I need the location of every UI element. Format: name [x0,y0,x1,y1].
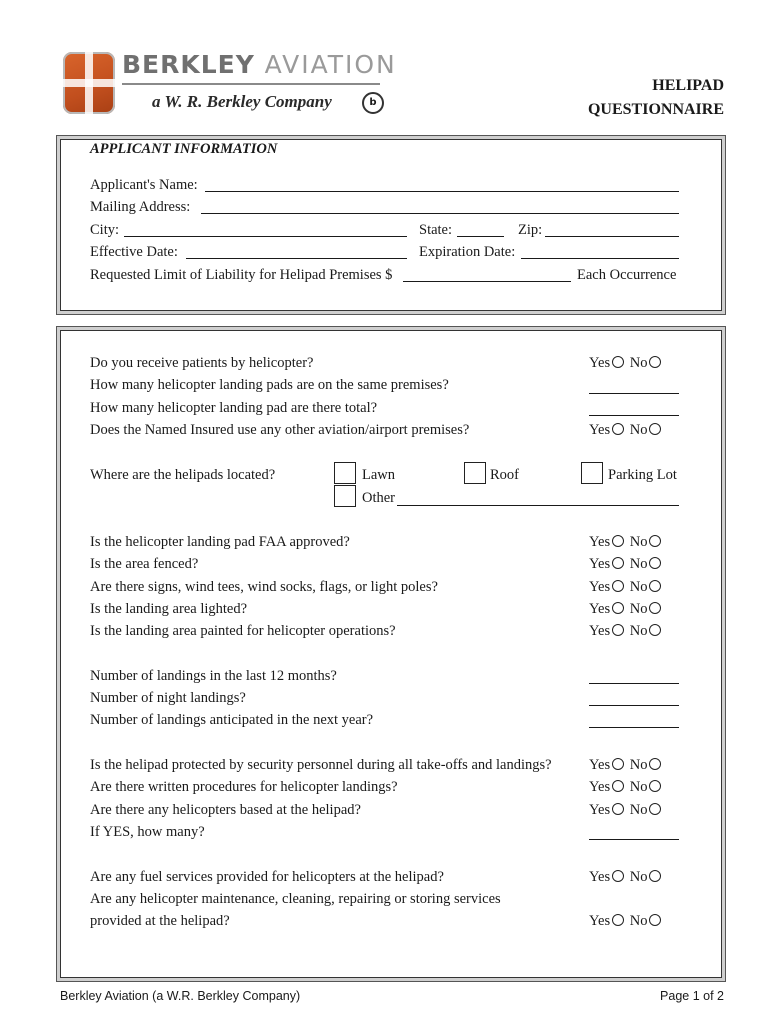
question-maintenance-services: Are any helicopter maintenance, cleaning, repairing or storing services [90,891,501,907]
question-helipad-location: Where are the helipads located? [90,467,276,483]
state-label: State: [419,222,453,238]
question-landings-12-months: Number of landings in the last 12 months? [90,668,337,684]
document-title-line2: QUESTIONNAIRE [587,101,724,118]
yes-radio[interactable] [612,535,624,547]
company-logo-mark [63,52,115,114]
question-pads-same-premises: How many helicopter landing pads are on the same premises? [90,377,449,393]
no-radio[interactable] [649,423,661,435]
section-title: APPLICANT INFORMATION [90,141,278,157]
yes-radio[interactable] [612,803,624,815]
yes-radio[interactable] [612,870,624,882]
question-other-premises: Does the Named Insured use any other aviation/airport premises? [90,422,470,438]
no-radio[interactable] [649,624,661,636]
no-radio[interactable] [649,602,661,614]
city-field[interactable] [124,236,407,237]
no-radio[interactable] [649,535,661,547]
yes-no-other-premises: Yes No [589,422,663,439]
question-security-personnel: Is the helipad protected by security personnel during all take-offs and landings? [90,757,552,773]
pads-same-premises-field[interactable] [589,393,679,394]
yes-no-area-painted: Yes No [589,623,663,640]
question-helicopters-based: Are there any helicopters based at the helipad? [90,802,361,818]
question-how-many: If YES, how many? [90,824,205,840]
liability-limit-field[interactable] [403,281,571,282]
no-radio[interactable] [649,870,661,882]
yes-radio[interactable] [612,602,624,614]
landings-next-year-field[interactable] [589,727,679,728]
other-location-field[interactable] [397,505,679,506]
company-tagline: a W. R. Berkley Company [152,92,332,111]
question-fuel-services: Are any fuel services provided for helicopters at the helipad? [90,869,444,885]
yes-radio[interactable] [612,356,624,368]
yes-no-signs-poles: Yes No [589,579,663,596]
city-label: City: [90,222,120,238]
pads-total-field[interactable] [589,415,679,416]
landings-12-months-field[interactable] [589,683,679,684]
footer-company: Berkley Aviation (a W.R. Berkley Company) [60,989,301,1003]
roof-label: Roof [490,467,519,483]
applicant-name-field[interactable] [205,191,679,192]
lawn-checkbox[interactable] [334,462,356,484]
yes-radio[interactable] [612,758,624,770]
yes-radio[interactable] [612,423,624,435]
yes-no-fuel-services: Yes No [589,869,663,886]
yes-no-receive-patients: Yes No [589,355,663,372]
question-night-landings: Number of night landings? [90,690,246,706]
expiration-date-label: Expiration Date: [419,244,516,260]
effective-date-label: Effective Date: [90,244,178,260]
company-logo-name: BERKLEY AVIATION [122,50,397,79]
applicant-information-section [60,139,722,311]
lawn-label: Lawn [362,467,396,483]
parking-lot-label: Parking Lot [608,467,677,483]
yes-no-helicopters-based: Yes No [589,802,663,819]
yes-no-security-personnel: Yes No [589,757,663,774]
parking-lot-checkbox[interactable] [581,462,603,484]
roof-checkbox[interactable] [464,462,486,484]
yes-radio[interactable] [612,914,624,926]
zip-field[interactable] [545,236,679,237]
logo-divider [122,83,380,85]
mailing-address-label: Mailing Address: [90,199,191,215]
night-landings-field[interactable] [589,705,679,706]
question-signs-poles: Are there signs, wind tees, wind socks, flags, or light poles? [90,579,438,595]
other-checkbox[interactable] [334,485,356,507]
question-landings-next-year: Number of landings anticipated in the next year? [90,712,374,728]
question-area-painted: Is the landing area painted for helicopter operations? [90,623,396,639]
liability-limit-label: Requested Limit of Liability for Helipad Premises $ [90,267,393,283]
effective-date-field[interactable] [186,258,407,259]
no-radio[interactable] [649,758,661,770]
yes-radio[interactable] [612,557,624,569]
yes-no-written-procedures: Yes No [589,779,663,796]
question-maintenance-services-cont: provided at the helipad? [90,913,230,929]
yes-no-area-lighted: Yes No [589,601,663,618]
yes-no-maintenance-services: Yes No [589,913,663,930]
applicant-name-label: Applicant's Name: [90,177,198,193]
no-radio[interactable] [649,780,661,792]
question-pads-total: How many helicopter landing pad are there total? [90,400,378,416]
no-radio[interactable] [649,580,661,592]
yes-radio[interactable] [612,780,624,792]
yes-radio[interactable] [612,580,624,592]
question-receive-patients: Do you receive patients by helicopter? [90,355,314,371]
question-written-procedures: Are there written procedures for helicopter landings? [90,779,398,795]
footer-page-number: Page 1 of 2 [660,989,724,1003]
other-label: Other [362,490,396,506]
no-radio[interactable] [649,356,661,368]
yes-radio[interactable] [612,624,624,636]
yes-no-faa-approved: Yes No [589,534,663,551]
yes-no-area-fenced: Yes No [589,556,663,573]
question-area-lighted: Is the landing area lighted? [90,601,248,617]
state-field[interactable] [457,236,504,237]
zip-label: Zip: [518,222,543,238]
no-radio[interactable] [649,803,661,815]
document-title-line1: HELIPAD [652,77,724,94]
company-seal-icon: b [362,92,384,114]
how-many-field[interactable] [589,839,679,840]
question-faa-approved: Is the helicopter landing pad FAA approved? [90,534,350,550]
question-area-fenced: Is the area fenced? [90,556,199,572]
no-radio[interactable] [649,557,661,569]
no-radio[interactable] [649,914,661,926]
expiration-date-field[interactable] [521,258,679,259]
mailing-address-field[interactable] [201,213,679,214]
liability-occurrence-label: Each Occurrence [577,267,677,283]
